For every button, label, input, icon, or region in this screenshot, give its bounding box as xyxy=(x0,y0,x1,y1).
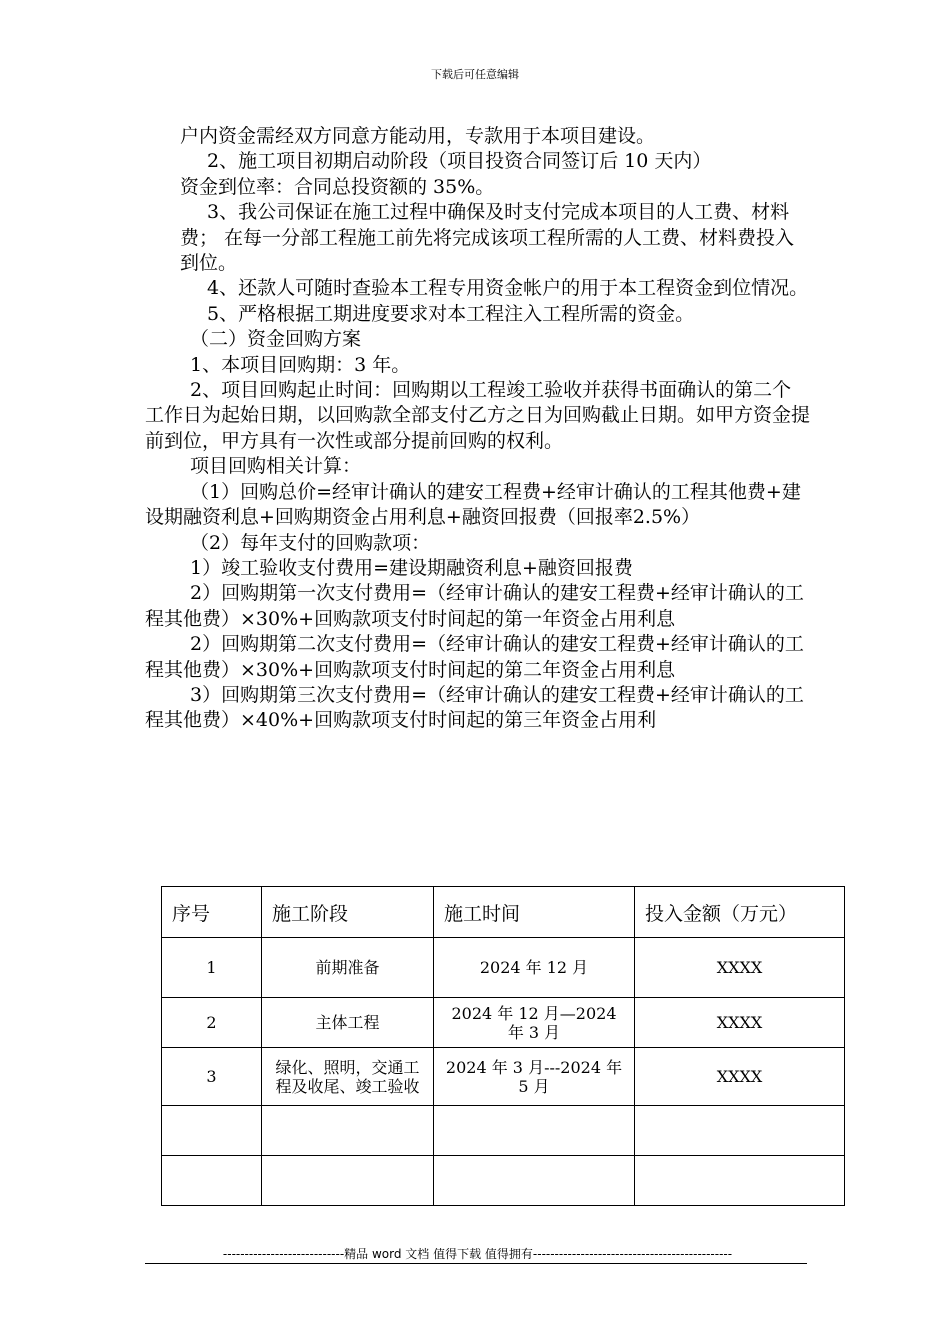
table-cell: 主体工程 xyxy=(262,998,434,1048)
table-cell: 前期准备 xyxy=(262,938,434,998)
page-footer: ----------------------------精品 word 文档 值得下载 值得拥有---------------------------------------------- xyxy=(222,1247,733,1261)
paragraph: 2、项目回购起止时间：回购期以工程竣工验收并获得书面确认的第二个工作日为起始日期，以回购款全部支付乙方之日为回购截止日期。如甲方资金提前到位，甲方具有一次性或部分提前回购的权利。 xyxy=(145,379,811,452)
table-cell: 2024 年 3 月---2024 年 5 月 xyxy=(434,1048,635,1106)
header-cell: 施工阶段 xyxy=(262,887,434,938)
table-header-row xyxy=(162,887,845,938)
paragraph: 4、还款人可随时查验本工程专用资金帐户的用于本工程资金到位情况。 xyxy=(207,277,809,300)
table-cell xyxy=(434,1106,635,1156)
paragraph: 2）回购期第一次支付费用=（经审计确认的建安工程费+经审计确认的工程其他费）×30%+回购款项支付时间起的第一年资金占用利息 xyxy=(145,582,804,630)
table-cell xyxy=(162,1156,262,1206)
table-cell: 绿化、照明，交通工程及收尾、竣工验收 xyxy=(262,1048,434,1106)
footer-divider xyxy=(145,1263,807,1264)
table-row xyxy=(162,998,845,1048)
table-cell: 1 xyxy=(162,938,262,998)
section-heading: （二）资金回购方案 xyxy=(190,328,362,351)
table-cell xyxy=(162,1106,262,1156)
paragraph: 户内资金需经双方同意方能动用，专款用于本项目建设。 xyxy=(180,125,656,147)
paragraph: 5、严格根据工期进度要求对本工程注入工程所需的资金。 xyxy=(207,302,695,325)
table-cell: XXXX xyxy=(635,938,845,998)
paragraph: 1）竣工验收支付费用=建设期融资利息+融资回报费 xyxy=(190,556,633,579)
investment-table xyxy=(161,886,845,1206)
table-cell: 2024 年 12 月 xyxy=(434,938,635,998)
table-cell: 2 xyxy=(162,998,262,1048)
table-cell xyxy=(262,1156,434,1206)
table-cell xyxy=(635,1106,845,1156)
document-body xyxy=(145,124,810,734)
paragraph: 2）回购期第二次支付费用=（经审计确认的建安工程费+经审计确认的工程其他费）×30%+回购款项支付时间起的第二年资金占用利息 xyxy=(145,633,804,681)
table-row xyxy=(162,1156,845,1206)
table-cell: 2024 年 12 月—2024 年 3 月 xyxy=(434,998,635,1048)
table-cell xyxy=(635,1156,845,1206)
table-cell: XXXX xyxy=(635,998,845,1048)
paragraph: 资金到位率：合同总投资额的 35%。 xyxy=(180,175,495,198)
investment-table-wrap xyxy=(161,886,845,1206)
paragraph: 1、本项目回购期：3 年。 xyxy=(190,353,411,376)
table-cell: 3 xyxy=(162,1048,262,1106)
paragraph: 2、施工项目初期启动阶段（项目投资合同签订后 10 天内） xyxy=(207,150,712,173)
page-header: 下载后可任意编辑 xyxy=(431,68,519,81)
header-cell: 序号 xyxy=(162,887,262,938)
table-cell: XXXX xyxy=(635,1048,845,1106)
paragraph: 项目回购相关计算： xyxy=(190,455,362,478)
header-cell: 投入金额（万元） xyxy=(635,887,845,938)
table-cell xyxy=(434,1156,635,1206)
table-row xyxy=(162,1048,845,1106)
header-cell: 施工时间 xyxy=(434,887,635,938)
table-row xyxy=(162,938,845,998)
paragraph: （2）每年支付的回购款项： xyxy=(190,531,431,554)
table-row xyxy=(162,1106,845,1156)
paragraph: 3、我公司保证在施工过程中确保及时支付完成本项目的人工费、材料费； 在每一分部工程施工前先将完成该项工程所需的人工费、材料费投入到位。 xyxy=(180,201,795,275)
paragraph: 3）回购期第三次支付费用=（经审计确认的建安工程费+经审计确认的工程其他费）×40%+回购款项支付时间起的第三年资金占用利 xyxy=(145,683,804,732)
table-cell xyxy=(262,1106,434,1156)
paragraph: （1）回购总价=经审计确认的建安工程费+经审计确认的工程其他费+建设期融资利息+回购期资金占用利息+融资回报费（回报率2.5%） xyxy=(145,480,801,529)
